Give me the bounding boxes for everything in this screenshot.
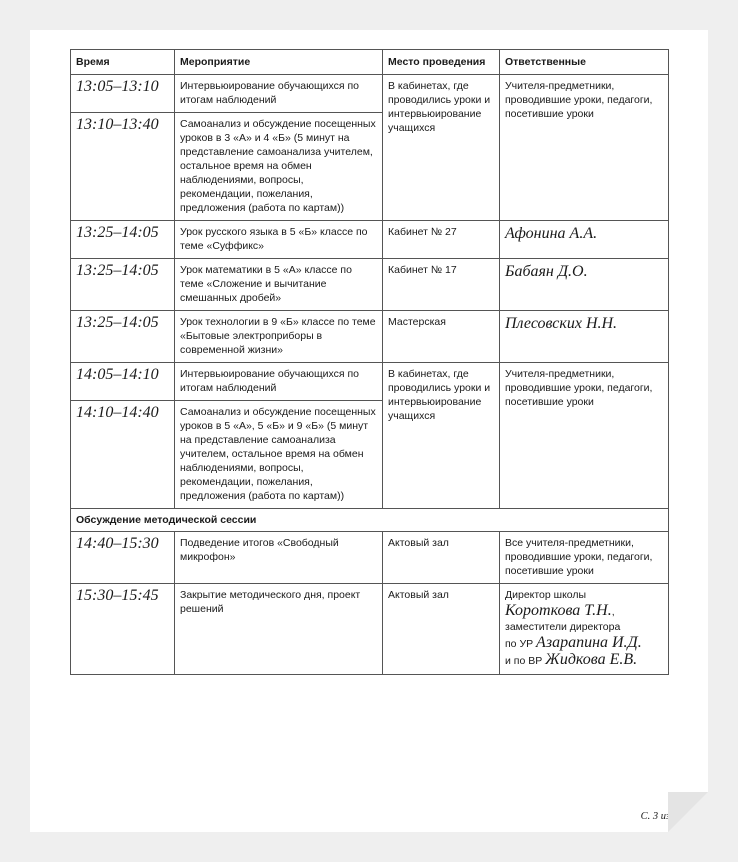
event-cell: Закрытие методического дня, проект решений (175, 584, 383, 675)
time-cell: 13:25–14:05 (71, 221, 175, 259)
deputy-vr-signature: Жидкова Е.В. (545, 651, 638, 668)
header-responsible: Ответственные (500, 50, 669, 75)
responsible-cell: Бабаян Д.О. (500, 259, 669, 311)
event-cell: Урок технологии в 9 «Б» классе по теме «Бытовые электроприборы в современной жизни» (175, 311, 383, 363)
table-row (71, 311, 669, 363)
event-cell: Подведение итогов «Свободный микрофон» (175, 532, 383, 584)
time-cell: 14:05–14:10 (71, 363, 175, 401)
table-row (71, 221, 669, 259)
table-row (71, 584, 669, 675)
place-cell: В кабинетах, где проводились уроки и интервьюирование учащихся (383, 75, 500, 221)
time-cell: 13:10–13:40 (71, 113, 175, 221)
place-cell: Актовый зал (383, 532, 500, 584)
header-event: Мероприятие (175, 50, 383, 75)
table-row (71, 532, 669, 584)
time-cell: 13:25–14:05 (71, 311, 175, 363)
director-label: Директор школы (505, 589, 587, 601)
header-time: Время (71, 50, 175, 75)
responsible-cell: Все учителя-предметники, проводившие уроки, педагоги, посетившие уроки (500, 532, 669, 584)
table-header-row (71, 50, 669, 75)
section-row (71, 509, 669, 532)
event-cell: Самоанализ и обсуждение посещенных уроков в 3 «А» и 4 «Б» (5 минут на представление самоанализа учителем, остальное время на обмен наблюдениями, вопросы, рекомендации, пожелания, предложения (работа по картам)) (175, 113, 383, 221)
table-row (71, 75, 669, 113)
page-corner-fold (668, 792, 708, 832)
time-cell: 13:25–14:05 (71, 259, 175, 311)
table-row (71, 363, 669, 401)
event-cell: Урок математики в 5 «А» классе по теме «Сложение и вычитание смешанных дробей» (175, 259, 383, 311)
time-cell: 14:40–15:30 (71, 532, 175, 584)
event-cell: Интервьюирование обучающихся по итогам наблюдений (175, 363, 383, 401)
deputy-ur-signature: Азарапина И.Д. (536, 634, 642, 651)
event-cell: Интервьюирование обучающихся по итогам наблюдений (175, 75, 383, 113)
deputy-ur-label: по УР (505, 638, 537, 650)
event-cell: Урок русского языка в 5 «Б» классе по теме «Суффикс» (175, 221, 383, 259)
responsible-cell: Плесовских Н.Н. (500, 311, 669, 363)
place-cell: Мастерская (383, 311, 500, 363)
header-place: Место проведения (383, 50, 500, 75)
schedule-table (70, 49, 669, 675)
director-signature: Короткова Т.Н. (505, 602, 612, 619)
responsible-cell: Учителя-предметники, проводившие уроки, педагоги, посетившие уроки (500, 363, 669, 509)
time-cell: 13:05–13:10 (71, 75, 175, 113)
time-cell: 15:30–15:45 (71, 584, 175, 675)
place-cell: Актовый зал (383, 584, 500, 675)
document-page (30, 30, 708, 832)
table-row (71, 259, 669, 311)
closing-responsible-cell (500, 584, 669, 675)
place-cell: Кабинет № 17 (383, 259, 500, 311)
deputies-label: заместители директора (505, 621, 621, 633)
responsible-cell: Афонина А.А. (500, 221, 669, 259)
signature-comma: , (611, 606, 615, 618)
deputy-vr-label: и по ВР (505, 655, 546, 667)
time-cell: 14:10–14:40 (71, 401, 175, 509)
section-title: Обсуждение методической сессии (71, 509, 669, 532)
page-number: С. 3 из 5 (640, 811, 678, 822)
responsible-cell: Учителя-предметники, проводившие уроки, педагоги, посетившие уроки (500, 75, 669, 221)
place-cell: В кабинетах, где проводились уроки и интервьюирование учащихся (383, 363, 500, 509)
place-cell: Кабинет № 27 (383, 221, 500, 259)
event-cell: Самоанализ и обсуждение посещенных уроков в 5 «А», 5 «Б» и 9 «Б» (5 минут на представление самоанализа учителем, остальное время на обмен наблюдениями, вопросы, рекомендации, пожелания, предложения (работа по картам)) (175, 401, 383, 509)
